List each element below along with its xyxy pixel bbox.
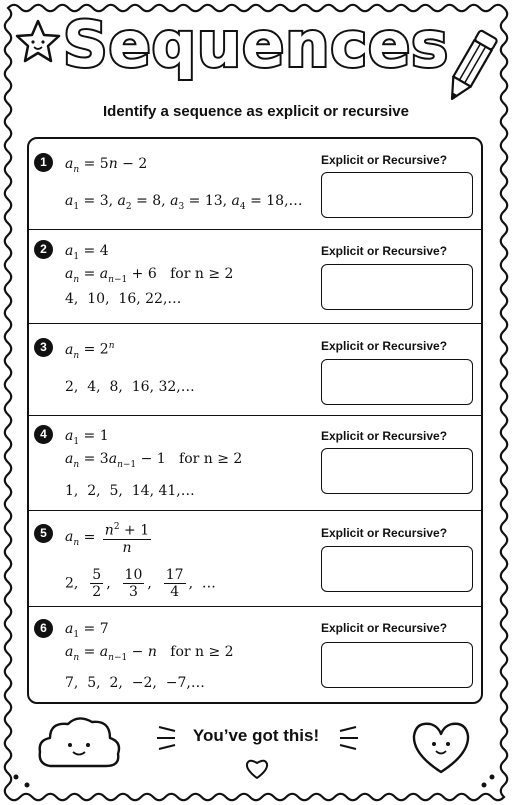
formula: $a_n = a_{n-1} + 6$ for n ≥ 2 xyxy=(65,266,234,285)
answer-box[interactable] xyxy=(321,448,473,494)
question-label: Explicit or Recursive? xyxy=(321,526,448,540)
answer-box[interactable] xyxy=(321,359,473,405)
question-number: 5 xyxy=(34,524,53,543)
question-row-6 xyxy=(29,607,481,702)
terms: 2, $\frac{5}{2}$ , $\frac{10}{3}$ , $\frac{17}{4}$ , … xyxy=(65,567,216,600)
formula: $a_n = a_{n-1} - n$ for n ≥ 2 xyxy=(65,644,234,663)
heart-icon xyxy=(410,720,472,776)
page-title: Sequences xyxy=(62,8,450,81)
answer-box[interactable] xyxy=(321,546,473,592)
questions-box xyxy=(27,137,483,704)
terms: 7, 5, 2, −2, −7,… xyxy=(65,675,205,691)
question-number: 3 xyxy=(34,338,53,357)
question-label: Explicit or Recursive? xyxy=(321,244,448,258)
initial-term: $a_1 = 1$ xyxy=(65,428,109,447)
question-row-1 xyxy=(29,139,481,230)
formula: $a_n = 2^n$ xyxy=(65,341,115,361)
question-label: Explicit or Recursive? xyxy=(321,429,448,443)
terms: 2, 4, 8, 16, 32,… xyxy=(65,379,195,395)
initial-term: $a_1 = 4$ xyxy=(65,243,109,262)
page-subtitle: Identify a sequence as explicit or recursive xyxy=(103,103,409,120)
initial-term: $a_1 = 7$ xyxy=(65,621,109,640)
answer-box[interactable] xyxy=(321,172,473,218)
encouragement-text: You’ve got this! xyxy=(192,726,320,745)
formula: $a_n = 5n - 2$ xyxy=(65,156,148,175)
terms: $a_1 = 3$, $a_2 = 8$, $a_3 = 13$, $a_4$ = 18,… xyxy=(65,193,303,212)
terms: 4, 10, 16, 22,… xyxy=(65,291,182,307)
question-number: 4 xyxy=(34,425,53,444)
question-row-5 xyxy=(29,511,481,607)
small-heart-icon xyxy=(244,757,270,781)
question-number: 2 xyxy=(34,240,53,259)
question-row-2 xyxy=(29,230,481,324)
question-label: Explicit or Recursive? xyxy=(321,339,448,353)
formula: $a_n$ = $\frac{n^2 + 1}{n}$ xyxy=(65,519,154,556)
question-number: 6 xyxy=(34,619,53,638)
question-label: Explicit or Recursive? xyxy=(321,621,448,635)
question-label: Explicit or Recursive? xyxy=(321,153,448,167)
answer-box[interactable] xyxy=(321,264,473,310)
formula: $a_n = 3a_{n-1} - 1$ for n ≥ 2 xyxy=(65,451,243,470)
question-number: 1 xyxy=(34,153,53,172)
question-row-4 xyxy=(29,416,481,511)
question-row-3 xyxy=(29,324,481,416)
terms: 1, 2, 5, 14, 41,… xyxy=(65,483,195,499)
sparkle-right-icon xyxy=(330,721,360,751)
answer-box[interactable] xyxy=(321,642,473,688)
